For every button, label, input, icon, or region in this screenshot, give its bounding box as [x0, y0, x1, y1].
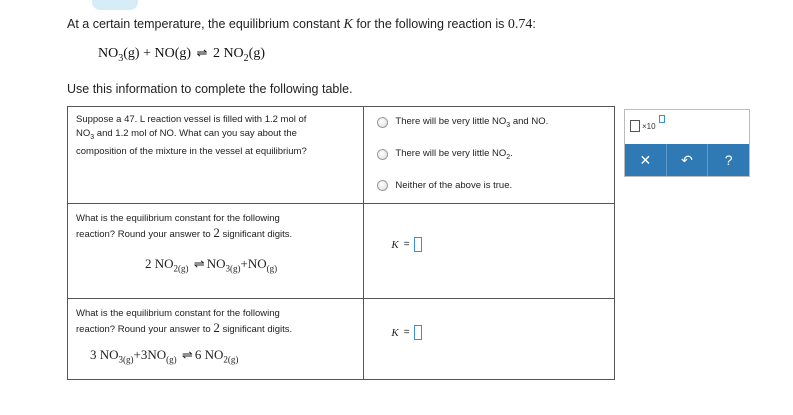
- answer-tool-panel: [624, 109, 750, 177]
- q1-line2a: NO: [76, 128, 91, 139]
- q3-rxn-plus: +: [133, 347, 141, 362]
- option-c-text: Neither of the above is true.: [395, 179, 513, 191]
- radio-button[interactable]: [377, 180, 388, 191]
- option-a-sub: 3: [506, 121, 511, 129]
- q1-radio-group: [364, 116, 614, 191]
- clear-button[interactable]: [625, 144, 667, 176]
- radio-button[interactable]: [377, 149, 388, 160]
- q3-rxn-left1-sub: 3: [118, 354, 124, 365]
- eq-product-coef: 2: [212, 46, 220, 61]
- q3-answer-cell: [364, 299, 615, 380]
- q1-prompt: [68, 107, 363, 159]
- k-value: 0.74: [507, 17, 533, 32]
- mantissa-box-icon: [630, 120, 640, 132]
- q2-line1: What is the equilibrium constant for the following: [76, 213, 280, 224]
- q3-rxn-left1: 3 NO: [90, 347, 119, 362]
- option-a-after: and NO.: [510, 116, 549, 127]
- q3-rxn-right-state: (g): [227, 354, 239, 365]
- q3-prompt: [68, 299, 363, 337]
- q1-line2: [76, 127, 355, 145]
- q2-k-label: K: [391, 238, 399, 251]
- eq-product: NO: [223, 46, 244, 61]
- q2-reaction: [68, 256, 363, 274]
- q3-rxn-right-sub: 2: [223, 354, 228, 365]
- q2-rxn-right1-state: (g): [229, 263, 241, 274]
- q2-equals: =: [403, 239, 410, 250]
- q2-line2-before: reaction? Round your answer to: [76, 229, 214, 240]
- q3-line1: What is the equilibrium constant for the following: [76, 308, 280, 319]
- table-row: [68, 299, 615, 380]
- option-a-text: There will be very little NO: [395, 116, 507, 127]
- q3-rxn-left2: 3NO: [140, 347, 167, 362]
- q1-line2-sub: 3: [90, 133, 95, 141]
- radio-option-little-no3-no[interactable]: [364, 116, 614, 129]
- q2-line2: [76, 226, 355, 242]
- option-b-text: There will be very little NO: [395, 147, 507, 159]
- top-tab-indicator: [92, 0, 138, 10]
- intro-text-before: At a certain temperature, the equilibrium constant: [67, 17, 344, 31]
- q1-prompt-cell: [68, 107, 364, 204]
- k-symbol: K: [343, 17, 353, 32]
- eq-reactant2: NO: [154, 46, 175, 61]
- q3-line2-before: reaction? Round your answer to: [76, 324, 214, 335]
- close-icon: ✕: [639, 151, 652, 168]
- undo-icon: ↶: [681, 151, 693, 168]
- eq-reactant1-sub: 3: [118, 52, 124, 64]
- q3-prompt-cell: [68, 299, 364, 380]
- q2-rxn-left-sub: 2: [173, 263, 179, 274]
- undo-button[interactable]: [667, 144, 709, 176]
- q2-answer-cell: [364, 204, 615, 299]
- x10-label: ×10: [642, 122, 656, 131]
- q2-prompt: [68, 204, 363, 242]
- eq-plus: +: [143, 46, 151, 61]
- q3-reaction: [68, 347, 363, 365]
- table-row: [68, 107, 615, 204]
- tool-button-bar: [625, 144, 749, 176]
- equilibrium-arrow-icon: ⇌: [193, 256, 205, 271]
- q3-sig-digits: 2: [213, 320, 220, 335]
- reaction-equation: [98, 45, 265, 64]
- scientific-notation-button[interactable]: [630, 115, 662, 135]
- eq-reactant2-state: (g): [174, 46, 192, 61]
- q2-rxn-right2-state: (g): [266, 263, 278, 274]
- intro-text-middle: for the following reaction is: [352, 17, 508, 31]
- option-b-after: .: [510, 147, 513, 159]
- radio-button[interactable]: [377, 117, 388, 128]
- eq-product-sub: 2: [243, 52, 249, 64]
- q2-rxn-right1: NO: [206, 256, 226, 271]
- q3-rxn-right: 6 NO: [194, 347, 224, 362]
- radio-label: [395, 116, 548, 129]
- q3-k-label: K: [391, 326, 399, 339]
- radio-label: [395, 148, 512, 161]
- intro-text: [67, 17, 536, 33]
- q2-rxn-left: 2 NO: [145, 256, 174, 271]
- q2-k-input[interactable]: [414, 237, 422, 252]
- q1-line3: composition of the mixture in the vessel at equilibrium?: [76, 145, 307, 157]
- q2-rxn-left-state: (g): [178, 263, 189, 274]
- eq-reactant1: NO: [98, 46, 119, 61]
- eq-reactant1-state: (g): [123, 46, 140, 61]
- q3-equals: =: [403, 327, 410, 338]
- instruction-text: Use this information to complete the following table.: [67, 82, 353, 96]
- q1-line2b: and 1.2 mol of NO. What can you say about the: [94, 128, 297, 139]
- radio-option-little-no2[interactable]: [364, 148, 614, 161]
- q2-prompt-cell: [68, 204, 364, 299]
- q3-line2: [76, 321, 355, 337]
- intro-text-after: :: [532, 17, 536, 31]
- help-icon: ?: [724, 152, 733, 168]
- q3-k-answer: [364, 325, 614, 340]
- q3-line2-after: significant digits.: [219, 324, 293, 335]
- q2-rxn-right1-sub: 3: [225, 263, 230, 274]
- q2-line2-after: significant digits.: [219, 229, 293, 240]
- table-row: [68, 204, 615, 299]
- q2-rxn-plus: +: [240, 256, 248, 271]
- equilibrium-arrow-icon: ⇌: [196, 45, 208, 60]
- q2-sig-digits: 2: [213, 225, 220, 240]
- eq-product-state: (g): [248, 46, 265, 61]
- exponent-box-icon: [659, 115, 665, 123]
- q3-rxn-left2-state: (g): [166, 354, 177, 365]
- q1-line1: Suppose a 47. L reaction vessel is filled with 1.2 mol of: [76, 114, 307, 125]
- q3-rxn-left1-state: (g): [123, 354, 134, 365]
- question-table: [67, 106, 615, 380]
- q2-rxn-right2: NO: [247, 256, 267, 271]
- q3-k-input[interactable]: [414, 325, 422, 340]
- help-button[interactable]: [708, 144, 749, 176]
- q2-k-answer: [364, 237, 614, 252]
- option-b-sub: 2: [506, 153, 511, 161]
- q1-answer-cell: [364, 107, 615, 204]
- radio-option-neither[interactable]: [364, 180, 614, 191]
- equilibrium-arrow-icon: ⇌: [181, 347, 193, 362]
